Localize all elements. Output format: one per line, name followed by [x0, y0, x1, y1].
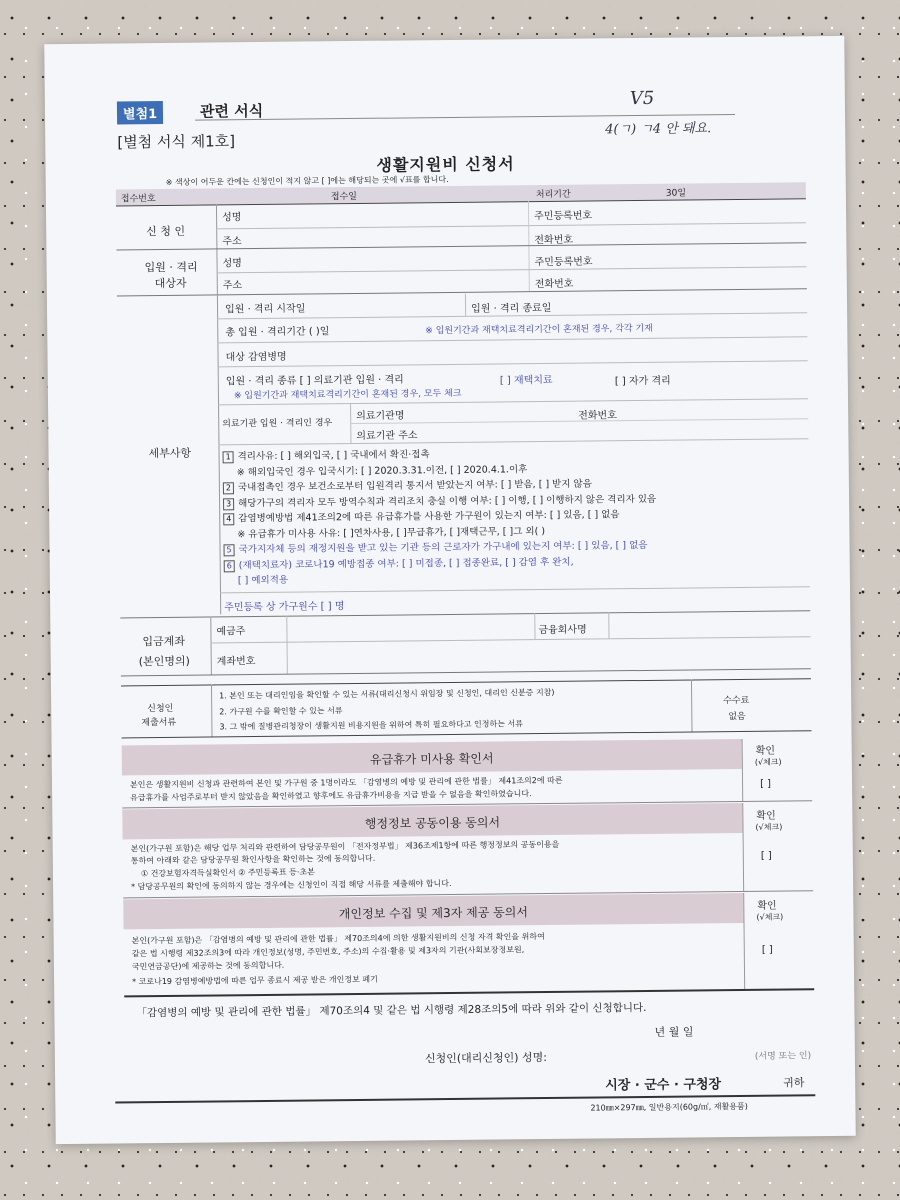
- paid-leave-title: 유급휴가 미사용 확인서: [369, 751, 494, 767]
- submit-doc-1: 1. 본인 또는 대리인임을 확인할 수 있는 서류(대리신청시 위임장 및 신청인, 대리인 신분증 지참): [219, 687, 555, 701]
- item-text: ※ 해외입국인 경우 입국시기: [ ] 2020.3.31.이전, [ ] 2020.4.1.이후: [236, 463, 528, 478]
- paid-leave-checkbox[interactable]: [ ]: [759, 778, 772, 790]
- target-address-label[interactable]: 주소: [222, 280, 243, 292]
- processing-period-label: 처리기간: [535, 189, 571, 201]
- privacy-body-4: * 코로나19 감염병예방법에 따른 업무 종료시 제공 받은 개인정보 폐기: [132, 974, 378, 987]
- admin-info-title: 행정정보 공동이용 동의서: [364, 815, 501, 831]
- isolation-type-hospital-checkbox[interactable]: 입원 · 격리 종류 [ ] 의료기관 입원 · 격리: [225, 374, 404, 388]
- applicant-section-label: 신 청 인: [146, 224, 186, 239]
- applicant-signature-label[interactable]: 신청인(대리신청인) 성명:: [424, 1051, 548, 1066]
- privacy-check-label: 확인: [757, 900, 777, 912]
- paid-leave-check-hint: (√체크): [754, 757, 782, 767]
- application-date[interactable]: 년 월 일: [654, 1025, 694, 1039]
- processing-period-value: 30일: [665, 188, 687, 199]
- total-period-note: ※ 입원기간과 재택치료격리기간이 혼재된 경우, 각각 기재: [425, 323, 653, 337]
- form-sheet: [44, 36, 855, 1144]
- item-text: (재택치료자) 코로나19 예방접종 여부: [ ] 미접종, [ ] 접종완료, [ ] 감염 후 완치,: [238, 556, 574, 571]
- item-text: 격리사유: [ ] 해외입국, [ ] 국내에서 확진·접촉: [237, 449, 430, 463]
- item-text: ※ 유급휴가 미사용 사유: [ ]연차사용, [ ]무급휴가, [ ]재택근무, [ ]그 외( ): [237, 525, 546, 540]
- signature-note: (서명 또는 인): [754, 1051, 812, 1062]
- account-number-label[interactable]: 계좌번호: [216, 656, 256, 668]
- total-period-label[interactable]: 총 입원 · 격리기간 ( )일: [225, 326, 330, 339]
- admin-info-body-1: 본인(가구원 포함)은 해당 업무 처리와 관련하여 담당공무원이 「전자정부법」 제36조제1항에 따른 행정정보의 공동이용을: [130, 839, 560, 854]
- applicant-address-label[interactable]: 주소: [222, 236, 242, 248]
- submit-doc-3: 3. 그 밖에 질병관리청장이 생활지원 비용지원을 위하여 특히 필요하다고 인정하는 서류: [219, 719, 523, 732]
- isolation-end-label[interactable]: 입원 · 격리 종료일: [471, 302, 552, 315]
- privacy-body-3: 국민연금공단)에 제공하는 것에 동의합니다.: [131, 960, 285, 972]
- target-name-label[interactable]: 성명: [222, 258, 242, 270]
- attachment-badge: 별첨1: [117, 101, 163, 124]
- submit-section-label-1: 신청인: [147, 703, 174, 715]
- addressee: 시장 · 군수 · 구청장: [605, 1077, 722, 1094]
- addressee-honorific: 귀하: [783, 1076, 805, 1090]
- item-number-box: 6: [224, 560, 235, 572]
- fee-label: 수수료: [723, 695, 750, 707]
- privacy-body-1: 본인(가구원 포함)은 「감염병의 예방 및 관리에 관한 법률」 제70조의4에 의한 생활지원비의 신청 자격 확인을 위하여: [131, 932, 545, 946]
- item-text: [ ] 예외적용: [237, 574, 289, 587]
- details-items: [223, 442, 814, 588]
- fee-value: 없음: [728, 711, 746, 723]
- paid-leave-body-2: 유급휴가를 사업주로부터 받지 않았음을 확인하였고 향후에도 유급휴가비용을 지급 받을 수 없음을 확인하였습니다.: [130, 789, 532, 803]
- household-count-label[interactable]: 주민등록 상 가구원수 [ ] 명: [224, 601, 345, 614]
- receipt-date-label: 접수일: [330, 191, 358, 203]
- bank-name-label[interactable]: 금융회사명: [538, 624, 587, 637]
- target-phone-label[interactable]: 전화번호: [534, 278, 574, 291]
- admin-info-body-4: * 담당공무원의 확인에 동의하지 않는 경우에는 신청인이 직접 해당 서류를 제출해야 합니다.: [131, 879, 452, 892]
- receipt-number-label: 접수번호: [120, 194, 156, 205]
- paid-leave-body-1: 본인은 생활지원비 신청과 관련하여 본인 및 가구원 중 1명이라도 「감염병의 예방 및 관리에 관한 법률」 제41조의2에 따른: [129, 775, 563, 790]
- form-notice: ※ 색상이 어두운 칸에는 신청인이 적지 않고 [ ]에는 해당되는 곳에 √표를 합니다.: [165, 174, 449, 187]
- admin-info-check-label: 확인: [756, 810, 776, 822]
- isolation-type-home-checkbox[interactable]: [ ] 재택치료: [499, 374, 553, 387]
- hospital-address-label[interactable]: 의료기관 주소: [356, 430, 418, 442]
- applicant-phone-label[interactable]: 전화번호: [534, 234, 574, 247]
- applicant-name-label[interactable]: 성명: [222, 212, 242, 224]
- item-text: 국가지자체 등의 재정지원을 받고 있는 기관 등의 근로자가 가구내에 있는지 여부: [ ] 있음, [ ] 없음: [238, 539, 648, 556]
- item-text: 해당가구의 격리자 모두 방역수칙과 격리조치 충실 이행 여부: [ ] 이행, [ ] 이행하지 않은 격리자 있음: [238, 493, 657, 509]
- item-number-box: 4: [223, 513, 234, 525]
- privacy-checkbox[interactable]: [ ]: [761, 944, 773, 956]
- handwritten-note: 4(ㄱ) ㄱ4 안 돼요.: [605, 121, 712, 138]
- admin-info-check-hint: (√체크): [755, 822, 783, 832]
- bank-section-label-1: 입금계좌: [142, 634, 186, 649]
- item-number-box: 2: [223, 482, 234, 494]
- item-number-box: 3: [223, 498, 234, 510]
- isolation-type-note: ※ 입원기간과 재택치료격리기간이 혼재된 경우, 모두 체크: [233, 388, 462, 402]
- submit-section-label-2: 제출서류: [141, 717, 177, 729]
- privacy-title: 개인정보 수집 및 제3자 제공 동의서: [338, 905, 528, 922]
- item-number-box: 5: [224, 544, 235, 556]
- form-number: [별첨 서식 제1호]: [117, 132, 236, 152]
- isolation-type-self-checkbox[interactable]: [ ] 자가 격리: [614, 375, 671, 388]
- handwritten-mark: V5: [629, 87, 655, 110]
- submit-doc-2: 2. 가구원 수를 확인할 수 있는 서류: [219, 706, 343, 717]
- document-title: 생활지원비 신청서: [376, 154, 515, 175]
- item-text: 국내접촉인 경우 보건소로부터 입원격리 통지서 받았는지 여부: [ ] 받음, [ ] 받지 않음: [237, 478, 592, 494]
- privacy-check-hint: (√체크): [756, 912, 784, 922]
- hospital-phone-label[interactable]: 전화번호: [578, 410, 617, 422]
- target-rrn-label[interactable]: 주민등록번호: [534, 256, 593, 269]
- item-number-box: 1: [223, 451, 234, 463]
- details-section-label: 세부사항: [148, 446, 192, 461]
- paid-leave-check-label: 확인: [755, 745, 776, 757]
- privacy-body-2: 같은 법 시행령 제32조의3에 따라 개인정보(성명, 주민번호, 주소)의 수집·활용 및 제3자의 기관(사회보장정보원,: [131, 945, 525, 959]
- target-section-label-2: 대상자: [154, 276, 187, 291]
- bank-section-label-2: (본인명의): [138, 654, 190, 669]
- admin-info-checkbox[interactable]: [ ]: [760, 850, 772, 862]
- isolation-start-label[interactable]: 입원 · 격리 시작일: [224, 303, 306, 316]
- applicant-rrn-label[interactable]: 주민등록번호: [534, 210, 593, 223]
- application-statement: 「감염병의 예방 및 관리에 관한 법률」 제70조의4 및 같은 법 시행령 제28조의5에 따라 위와 같이 신청합니다.: [136, 1001, 647, 1020]
- hospital-name-label[interactable]: 의료기관명: [356, 410, 405, 422]
- account-holder-label[interactable]: 예금주: [216, 626, 246, 638]
- header-title: 관련 서식: [199, 101, 264, 121]
- admin-info-body-3: ① 건강보험자격득실확인서 ② 주민등록표 등·초본: [140, 867, 315, 879]
- admin-info-body-2: 통하여 아래와 같은 담당공무원 확인사항을 확인하는 것에 동의합니다.: [130, 853, 376, 866]
- hospital-case-label: 의료기관 입원 · 격리인 경우: [222, 418, 333, 430]
- item-text: 감염병예방법 제41조의2에 따른 유급휴가를 사용한 가구원이 있는지 여부: [ ] 있음, [ ] 없음: [238, 509, 620, 525]
- target-section-label-1: 입원 · 격리: [144, 260, 198, 275]
- disease-name-label[interactable]: 대상 감염병명: [225, 351, 287, 364]
- paper-spec: 210㎜×297㎜, 일반용지(60g/㎡, 재활용품): [590, 1101, 748, 1113]
